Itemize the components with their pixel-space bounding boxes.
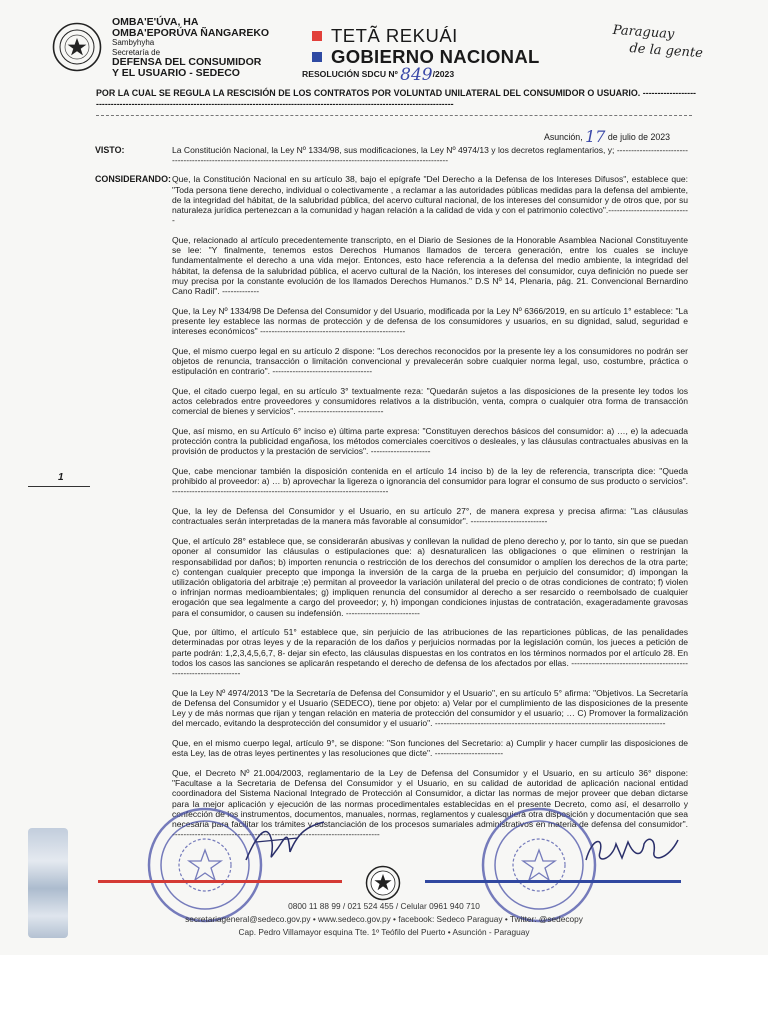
considerando-paragraph: Que, el mismo cuerpo legal en su artículo 2 dispone: "Los derechos reconocidos por la presente ley a los consumidores no podrán ser objetos de renuncia, transacción o limitación convencional y prevalecerán sobre cualquier norma legal, uso, costumbre, práctica o estipulación en contrario". -----------------------------------	[172, 345, 688, 377]
org-line-4: Secretaría de	[112, 48, 161, 57]
org-line-3: Sambyhyha	[112, 38, 155, 47]
red-square-icon	[312, 31, 322, 41]
brand-line-1: Paraguay	[612, 22, 675, 43]
gov-line-1: TETÃ REKUÁI	[331, 24, 458, 46]
resolution-title: POR LA CUAL SE REGULA LA RESCISIÓN DE LOS CONTRATOS POR VOLUNTAD UNILATERAL DEL CONSUMIDOR O USUARIO. -------------------------------------------------------------------------------------------------------------------------------------------	[96, 88, 696, 109]
government-brand	[312, 25, 540, 67]
margin-line	[28, 486, 90, 487]
date-prefix: Asunción,	[544, 132, 583, 142]
considerando-paragraph: Que, cabe mencionar también la disposición contenida en el artículo 14 inciso b) de la ley de referencia, transcripta dice: "Queda prohibido al proveedor: a) … b) aprovechar la ligereza o ignorancia del consumidor para lograr el consumo de sus producto o servicios". ----------------------------------------------------------------------------	[172, 466, 688, 497]
document-body	[172, 145, 688, 849]
organization-block	[112, 17, 277, 78]
considerando-paragraph: Que la Ley Nº 4974/2013 "De la Secretaría de Defensa del Consumidor y el Usuario", en su artículo 5° afirma: "Objetivos. La Secretaría de Defensa del Consumidor y el Usuario (SEDECO), tiene por objeto: a) Velar por el cumplimiento de las disposiciones de la presente Ley y de más normas que rijan y tengan relación en materia de protección del consumidor y el usuario; … C) Promover la formalización del mercado, evitando la desprotección del consumidor y el usuario". ---------------------------------------------------------------------------------	[172, 687, 688, 729]
considerando-paragraph: Que, la ley de Defensa del Consumidor y el Usuario, en su artículo 27°, de manera expresa y precisa afirma: "Las cláusulas contractuales serán interpretadas de la manera más favorable al consumidor". ---------------------------	[172, 506, 688, 527]
resolution-prefix: RESOLUCIÓN SDCU Nº	[302, 69, 398, 79]
considerando-paragraph: Que, el artículo 28° establece que, se considerarán abusivas y conllevan la nulidad de pleno derecho y, por lo tanto, sin que se puedan oponer al consumidor las cláusulas o estipulaciones que: a) desnaturalicen las obligaciones o que eliminen o restrinjan la responsabilidad por daños; b) importen renuncia o restricción de los derechos del consumidor o amplíen los derechos de la otra parte; c) contengan cualquier precepto que imponga la inversión de la carga de la prueba en perjuicio del consumidor; d) impongan la utilización obligatoria del arbitraje ;e) permitan al proveedor la variación unilateral del precio o de otras condiciones de contrato; f) violen o infrinjan normas medioambientales; g) impliquen renuncia del consumidor al derecho a ser resarcido o reembolsado de cualquier erogación que sea legalmente a cargo del proveedor; y, h) impongan condiciones injustas de contratación, exageradamente gravosas para el consumidor, o causen su indefensión. --------------------------	[172, 536, 688, 618]
date-day: 17	[585, 127, 606, 146]
paraguay-brand	[611, 22, 705, 62]
document-date	[544, 127, 670, 146]
national-emblem-icon	[364, 865, 402, 901]
resolution-number	[302, 65, 454, 85]
signature-left-icon	[238, 812, 328, 872]
org-line-1: OMBA'E'ÚVA, HA	[112, 16, 199, 28]
considerando-paragraph: Que, así mismo, en su Artículo 6° inciso e) última parte expresa: "Constituyen derechos básicos del consumidor: a) …, e) la adecuada protección contra la publicidad engañosa, los métodos comerciales coercitivos o desleales, y las cláusulas contractuales abusivas en la provisión de productos y la prestación de servicios". ---------------------	[172, 425, 688, 457]
considerando-paragraph: Que, el citado cuerpo legal, en su artículo 3° textualmente reza: "Quedarán sujetos a las disposiciones de la presente ley todos los actos celebrados entre proveedores y consumidores relativos a la distribución, venta, compra o cualquier otra forma de transacción comercial de bienes y servicios". ------------------------------	[172, 385, 688, 417]
considerando-paragraph: Que, la Ley Nº 1334/98 De Defensa del Consumidor y del Usuario, modificada por la Ley Nº 6366/2019, en su artículo 1° establece: "La presente ley establece las normas de protección y de defensa de los consumidores y usuarios, en su dignidad, salud, seguridad e intereses económicos" ---------------------------------------------------	[172, 305, 688, 337]
blue-square-icon	[312, 52, 322, 62]
title-divider	[96, 115, 692, 116]
brand-line-2: de la gente	[628, 41, 704, 62]
page-margin-number: 1	[58, 472, 64, 483]
footer-phones: 0800 11 88 99 / 021 524 455 / Celular 0961 940 710	[288, 901, 480, 911]
considerando-paragraph: Que, por último, el artículo 51° establece que, sin perjuicio de las atribuciones de las reparticiones públicas, de las penalidades determinadas por otras leyes y de la reparación de los daños y perjuicios normadas por la legislación común, los jueces a petición de parte podrán: 1,2,3,4,5,6,7, 8- dejar sin efecto, las cláusulas dispuestas en los contratos en los términos normados por el artículo 28. En todos los casos las sanciones se aplicarán respetando el derecho de defensa de los afectados por ellas. -----------------------------------------------------------------	[172, 627, 688, 679]
signature-right-icon	[582, 830, 682, 870]
resolution-handwritten-number: 849	[400, 65, 433, 85]
considerando-paragraph: Que, el Decreto Nº 21.004/2003, reglamentario de la Ley de Defensa del Consumidor y el Usuario, en su artículo 36° dispone: "Facultase a la Secretaria de Defensa del Consumidor y el Usuario, en su calidad de autoridad de aplicación nacional entidad coordinadora del Sistema Nacional Integrado de Protección al Consumidor, a dictar las normas de mejor proveer que deban dictarse para la mejor aplicación y ejecución de las normas procedimentales establecidas en el presente Decreto, como así, el desarrollo y confección de los instrumentos, documentos, manuales, normas, reglamentos y cualesquiera otra disposición y documentación que sea necesaria para facilitar los trámites y sustanciación de los procesos sumariales administrativos en materia de defensa del consumidor". -------------------------------------------------------------------------	[172, 767, 688, 840]
visto-text: La Constitución Nacional, la Ley Nº 1334/98, sus modificaciones, la Ley Nº 4974/13 y los decretos reglamentarios, y; --------------------------------------------------------------------------------------------------------------------------	[172, 145, 688, 166]
org-line-5: DEFENSA DEL CONSUMIDOR	[112, 56, 262, 68]
considerando-paragraph: Que, relacionado al artículo precedentemente transcripto, en el Diario de Sesiones de la Honorable Asamblea Nacional Constituyente se lee: "Y finalmente, tenemos estos Derechos Humanos llamados de tercera generación, entre los cuales se incluye fundamentalmente el derecho a una vida mejor. Entonces, esto hace referencia a la defensa del medio ambiente, la integridad del hábitat, la defensa de la salubridad pública, el acervo cultural de la Nación, los intereses del consumidor, cuya definición no puede ser muy precisa por la constante evolución de los llamados Derechos Humanos." D.S Nº 14, Plenaria, pág. 21. Convencional Bernardino Cano Radil". -------------	[172, 234, 688, 296]
footer-contacts: secretariageneral@sedeco.gov.py • www.sedeco.gov.py • facebook: Sedeco Paraguay • Twitter: @sedecopy	[185, 914, 583, 924]
national-seal-icon	[52, 22, 102, 72]
footer-blue-line	[425, 880, 681, 883]
date-suffix: de julio de 2023	[607, 132, 671, 142]
org-line-2: OMBA'EPORÚVA ÑANGAREKO	[112, 26, 270, 39]
considerando-paragraph: Que, la Constitución Nacional en su artículo 38, bajo el epígrafe "Del Derecho a la Defensa de los Intereses Difusos", establece que: "Toda persona tiene derecho, individual o colectivamente , a reclamar a las autoridades públicas medidas para la defensa del ambiente, de la integridad del hábitat, de la salubridad pública, del acervo cultural nacional, de los intereses del consumidor y de otros que, por su naturaleza jurídica pertenezcan a la comunidad y hagan relación a la calidad de vida y con el patrimonio colectivo".-----------------------------	[172, 174, 688, 226]
resolution-year: /2023	[432, 69, 455, 79]
org-line-6: Y EL USUARIO - SEDECO	[112, 66, 240, 79]
considerando-label: CONSIDERANDO:	[95, 174, 171, 184]
gov-line-2: GOBIERNO NACIONAL	[331, 45, 540, 67]
visto-label: VISTO:	[95, 145, 125, 155]
footer-address: Cap. Pedro Villamayor esquina Tte. 1º Teófilo del Puerto • Asunción - Paraguay	[238, 927, 530, 937]
considerando-paragraph: Que, en el mismo cuerpo legal, artículo 9°, se dispone: "Son funciones del Secretario: a) Cumplir y hacer cumplir las disposiciones de esta Ley, las de otras leyes pertinentes y las resoluciones que dicte". ------------------------	[172, 738, 688, 759]
footer-red-line	[98, 880, 342, 883]
